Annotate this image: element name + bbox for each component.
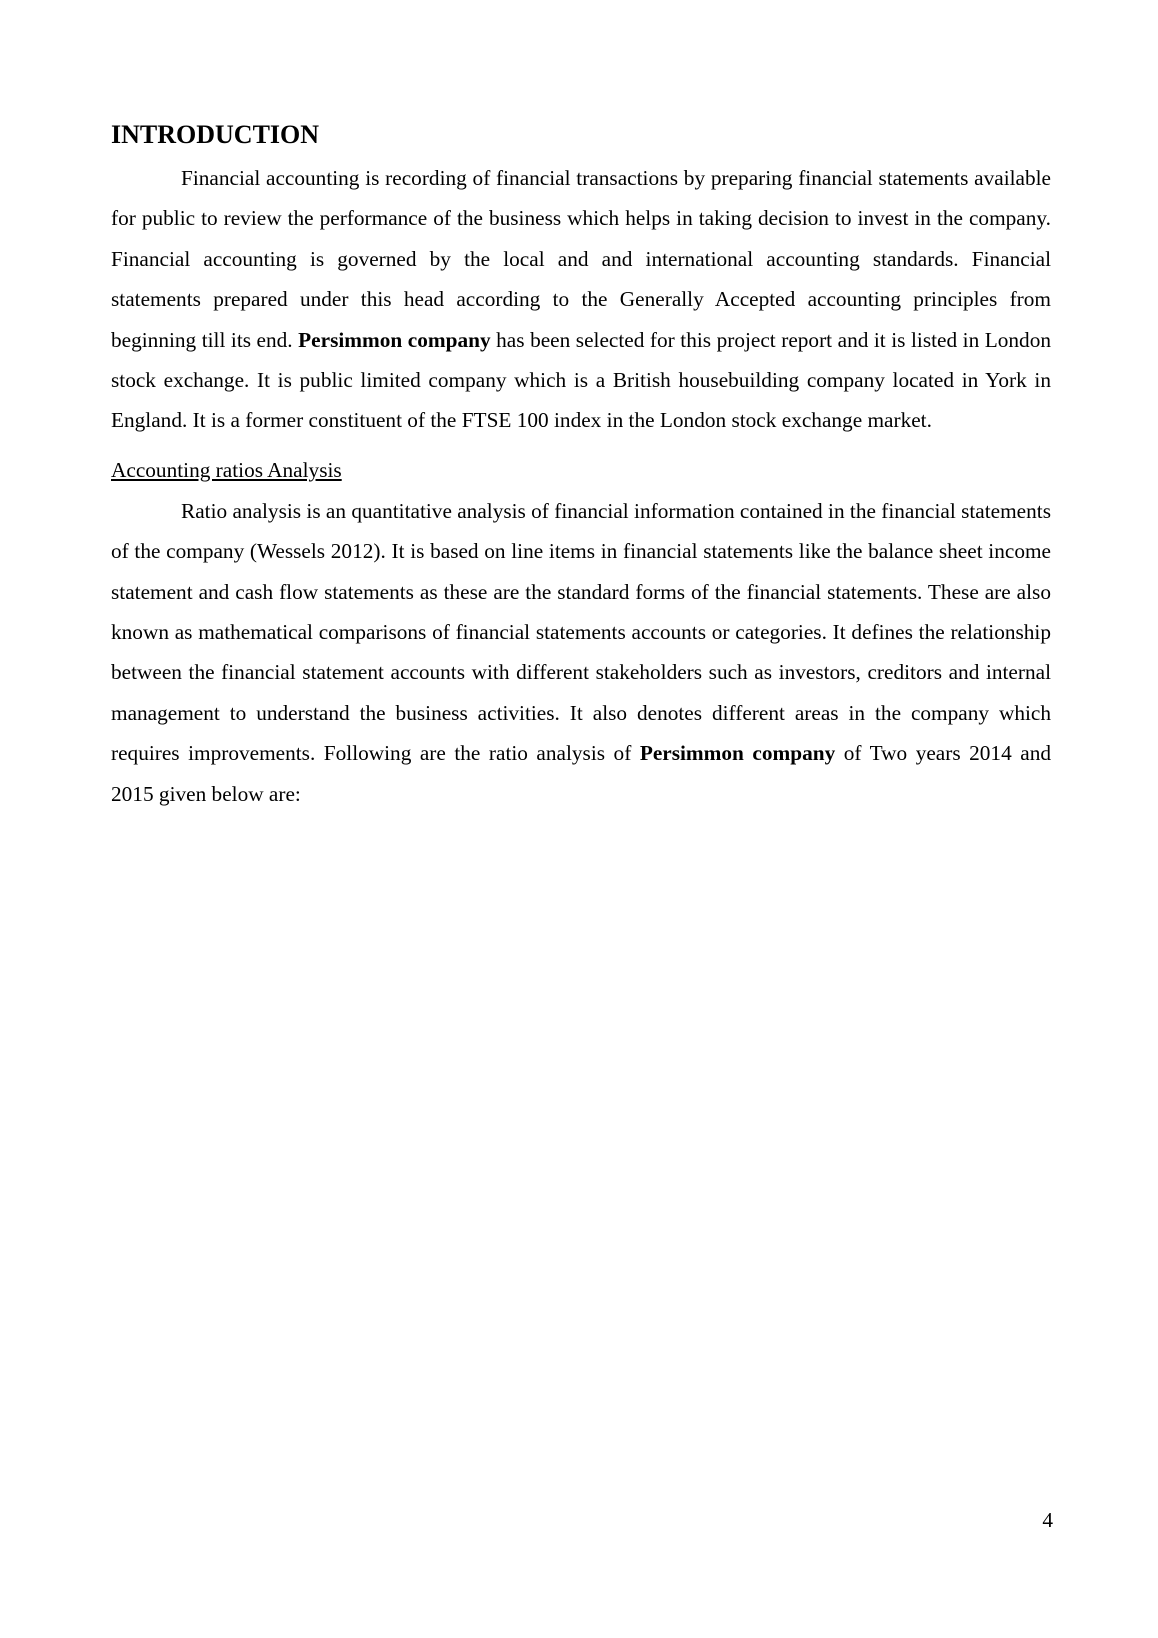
ratios-section-paragraph xyxy=(111,491,1051,814)
introduction-paragraph xyxy=(111,158,1051,441)
introduction-company-name: Persimmon company xyxy=(298,327,491,352)
introduction-text-part1: Financial accounting is recording of financial transactions by preparing financial statements available for public to review the performance of the business which helps in taking decision to invest in the company. Financial accounting is governed by the local and and international accounting standards. Financial statements prepared under this head according to the Generally Accepted accounting principles from beginning till its end. xyxy=(111,166,1051,352)
ratios-text-part2: of Two years 2014 and 2015 given below are: xyxy=(111,741,1051,806)
ratios-section-heading: Accounting ratios Analysis xyxy=(111,457,342,482)
page-number: 4 xyxy=(1042,1508,1053,1532)
introduction-text-part2: has been selected for this project report and it is listed in London stock exchange. It is public limited company which is a British housebuilding company located in York in England. It is a former constituent of the FTSE 100 index in the London stock exchange market. xyxy=(111,327,1052,433)
page-content xyxy=(111,118,1051,814)
ratios-text-part1: Ratio analysis is an quantitative analysis of financial information contained in the financial statements of the company (Wessels 2012). It is based on line items in financial statements like the balance sheet income statement and cash flow statements as these are the standard forms of the financial statements. These are also known as mathematical comparisons of financial statements accounts or categories. It defines the relationship between the financial statement accounts with different stakeholders such as investors, creditors and internal management to understand the business activities. It also denotes different areas in the company which requires improvements. Following are the ratio analysis of xyxy=(111,498,1051,766)
ratios-company-name: Persimmon company xyxy=(639,741,836,766)
introduction-heading: INTRODUCTION xyxy=(111,120,320,149)
